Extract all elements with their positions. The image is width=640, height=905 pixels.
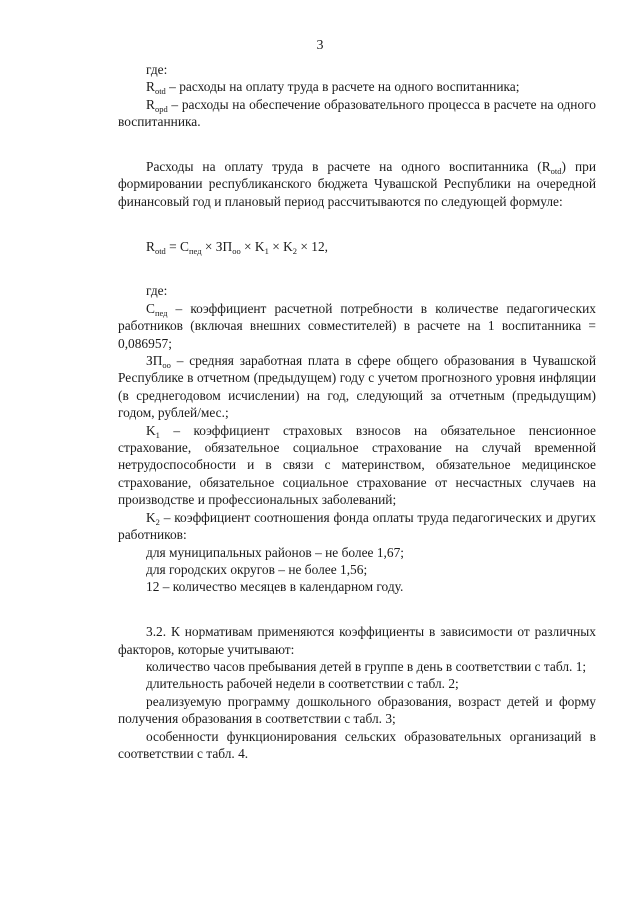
paragraph-labor-cost: Расходы на оплату труда в расчете на одного воспитанника $(R_{otd})$ при формировании республиканского бюджета Чувашской Республики на очередной финансовый год и плановый период рассчитываются по следующей формуле: [118,159,596,209]
formula: $R_{otd} = C_{пед} \times ЗП_{оо} \times K_1 \times K_2 \times 12$, [146,238,329,256]
page-number: 3 [316,38,324,53]
definition-c-ped: $C_{пед}$ – коэффициент расчетной потребности в количестве педагогических работников (включая внешних совместителей) в расчете на 1 воспитанника = 0,086957; [118,300,596,351]
definition-zp-oo: $ЗП_{оо}$ – средняя заработная плата в сфере общего образования в Чувашской Республике в отчетном (предыдущем) году с учетом прогнозного уровня инфляции (в среднегодовом исчислении) на год, следующий за отчетным (предыдущим) годом, рублей/мес.; [118,353,596,421]
k2-municipal-districts: для муниципальных районов – не более 1,67; [146,544,404,560]
definition-12-months: 12 – количество месяцев в календарном году. [146,579,404,595]
definition-r-opd: $R_{opd}$ – расходы на обеспечение образовательного процесса в расчете на одного воспитанника. [118,96,596,130]
definition-k2: $K_2$ – коэффициент соотношения фонда оплаты труда педагогических и других работников: [118,509,596,543]
where-label: где: [146,62,168,77]
where-label-2: где: [146,283,168,299]
document-body [118,61,596,762]
factor-program: реализуемую программу дошкольного образования, возраст детей и форму получения образования в соответствии с табл. 3; [118,693,596,727]
factor-rural: особенности функционирования сельских образовательных организаций в соответствии с табл. 4. [118,728,596,761]
definition-r-otd: $R_{otd}$ – расходы на оплату труда в расчете на одного воспитанника; [146,79,520,97]
factor-work-week: длительность рабочей недели в соответствии с табл. 2; [146,676,459,692]
k2-city-districts: для городских округов – не более 1,56; [146,561,368,577]
factor-hours: количество часов пребывания детей в группе в день в соответствии с табл. 1; [146,658,587,674]
paragraph-3-2: 3.2. К нормативам применяются коэффициенты в зависимости от различных факторов, которые учитывают: [118,624,596,657]
definition-k1: $K_1$ – коэффициент страховых взносов на обязательное пенсионное страхование, обязательное социальное страхование на случай временной нетрудоспособности и в связи с материнством, обязательное медицинское страхование, обязательное социальное страхование от несчастных случаев на производстве и профессиональных заболеваний; [118,422,596,508]
